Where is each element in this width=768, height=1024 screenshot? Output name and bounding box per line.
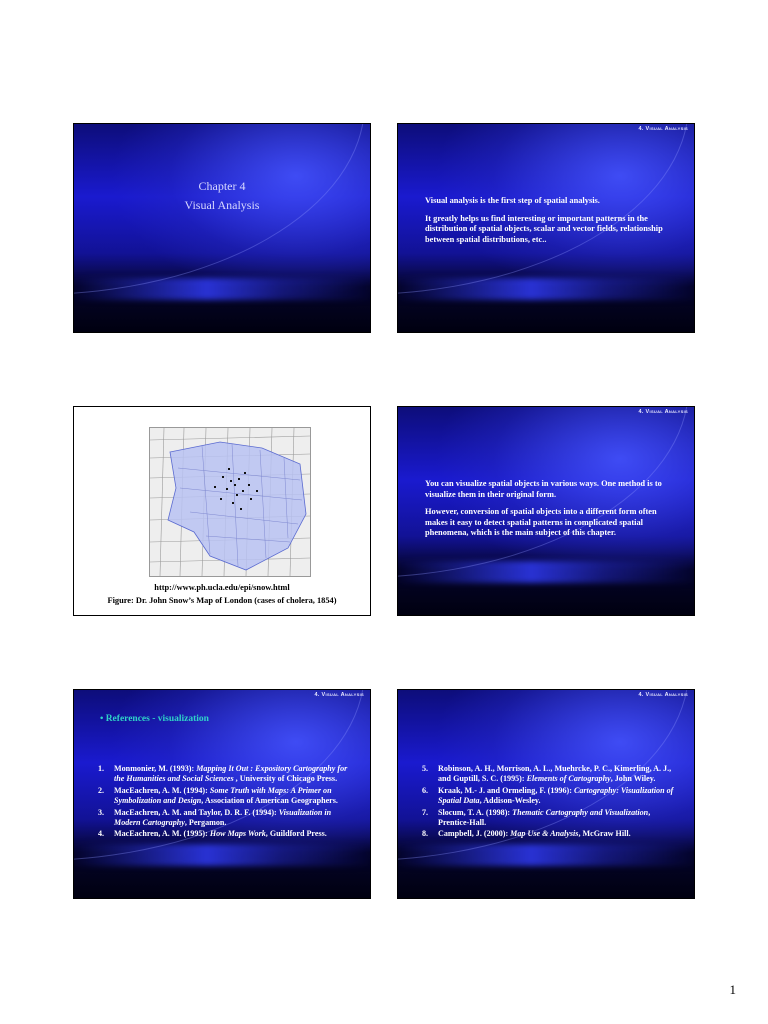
slide-glow-band [398, 278, 694, 300]
slide-5 [73, 689, 371, 899]
slide-glow-band [398, 561, 694, 583]
reference-item: 7. Slocum, T. A. (1998): Thematic Cartography and Visualization, Prentice-Hall. [422, 807, 651, 828]
reference-item: 6. Kraak, M.- J. and Ormeling, F. (1996): Cartography: Visualization of Spatial Data, Addison-Wesley. [422, 785, 674, 806]
slide-header: 4. Visual Analysis [638, 692, 688, 698]
paragraph: Visual analysis is the first step of spatial analysis. [425, 196, 600, 205]
slide-glow-band [74, 844, 370, 866]
reference-item: 1. Monmonier, M. (1993): Mapping It Out : Expository Cartography for the Humanities and Social Sciences , University of Chicago Press. [98, 764, 348, 784]
slide-2 [397, 123, 695, 333]
slide-body [425, 196, 675, 252]
slide-body [425, 479, 675, 546]
map-url: http://www.ph.ucla.edu/epi/snow.html [154, 583, 290, 592]
slide-3 [73, 406, 371, 616]
slide-header: 4. Visual Analysis [638, 409, 688, 415]
reference-item: 2. MacEachren, A. M. (1994): Some Truth with Maps: A Primer on Symbolization and Design, Association of American Geographers. [98, 785, 338, 806]
slide-glow-band [74, 278, 370, 300]
paragraph: However, conversion of spatial objects into a different form often makes it easy to detect spatial patterns in complicated spatial phenomena, which is the main subject of this chapter. [425, 507, 657, 538]
slide-4 [397, 406, 695, 616]
slide-6 [397, 689, 695, 899]
chapter-title: Chapter 4 [198, 179, 246, 193]
slide-glow-band [398, 844, 694, 866]
reference-item: 3. MacEachren, A. M. and Taylor, D. R. F. (1994): Visualization in Modern Cartography, Pergamon. [98, 807, 332, 828]
map-drawing [150, 428, 310, 576]
reference-list [98, 764, 350, 841]
chapter-subtitle: Visual Analysis [184, 198, 260, 212]
reference-item: 8. Campbell, J. (2000): Map Use & Analysis, McGraw Hill. [422, 829, 631, 839]
slide-header: 4. Visual Analysis [638, 126, 688, 132]
slide-header: 4. Visual Analysis [314, 692, 364, 698]
paragraph: It greatly helps us find interesting or important patterns in the distribution of spatial objects, scalar and vector fields, relationship between spatial distributions, etc.. [425, 213, 663, 244]
figure-caption: Figure: Dr. John Snow’s Map of London (cases of cholera, 1854) [107, 596, 337, 605]
cholera-map-image [149, 427, 311, 577]
reference-item: 4. MacEachren, A. M. (1995): How Maps Work, Guildford Press. [98, 829, 327, 839]
paragraph: You can visualize spatial objects in various ways. One method is to visualize them in their original form. [425, 479, 662, 499]
reference-item: 5. Robinson, A. H., Morrison, A. L., Muehrcke, P. C., Kimerling, A. J., and Guptill, S. C. (1995): Elements of Cartography, John Wiley. [422, 764, 672, 784]
reference-list [422, 764, 678, 841]
slide-1 [73, 123, 371, 333]
page-number: 1 [729, 982, 736, 997]
references-heading: • References - visualization [100, 714, 209, 724]
